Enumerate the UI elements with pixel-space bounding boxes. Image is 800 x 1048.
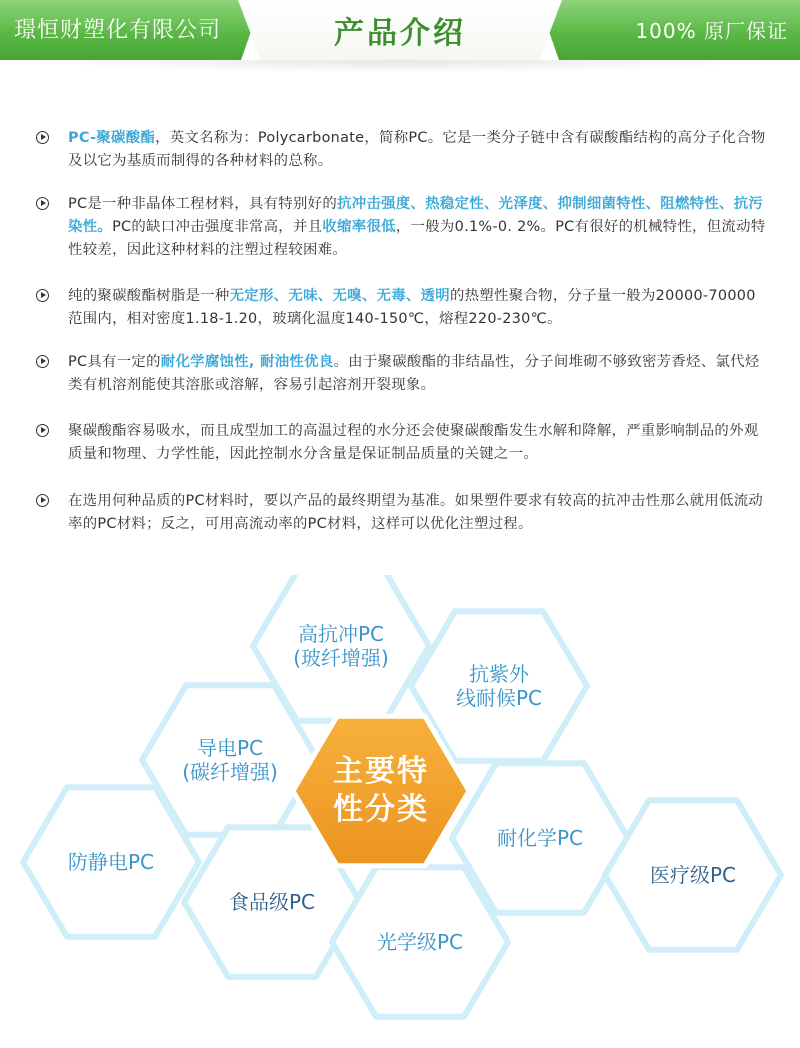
body-text: PC的缺口冲击强度非常高，并且: [112, 219, 323, 235]
guarantee-label: 100% 原厂保证: [635, 19, 788, 43]
paragraph-1: [38, 127, 768, 173]
body-text: 聚碳酸酯容易吸水，而且成型加工的高温过程的水分还会使聚碳酸酯发生水解和降解，严重影响制品的外观质量和物理、力学性能，因此控制水分含量是保证制品质量的关键之一。: [68, 423, 759, 462]
paragraph-text: [68, 490, 768, 536]
hexagon-label-3: [182, 736, 278, 784]
hexagon-label-line2: 线耐候PC: [455, 686, 543, 710]
paragraph-2: [38, 193, 768, 262]
play-circle-icon: [36, 289, 49, 302]
body-text: PC是一种非晶体工程材料，具有特别好的: [68, 196, 338, 212]
body-text: 在选用何种品质的PC材料时，要以产品的最终期望为基准。如果塑件要求有较高的抗冲击性那么就用低流动率的PC材料；反之，可用高流动率的PC材料，这样可以优化注塑过程。: [68, 493, 764, 532]
play-circle-icon: [36, 424, 49, 437]
hexagon-label-7: [229, 890, 315, 914]
paragraph-text: [68, 285, 768, 331]
paragraph-4: [38, 351, 768, 397]
header-shadow: [0, 60, 800, 74]
highlight-text: PC-聚碳酸酯: [68, 130, 156, 146]
hexagon-label-8: [377, 930, 463, 954]
body-text: 。由于聚碳酸酯的非结晶性，分子间堆砌不够致密芳香烃、氯代烃类有机溶剂能使其溶胀或溶解，容易引起溶剂开裂现象。: [68, 354, 760, 393]
hexagon-label-2: [456, 662, 542, 710]
hexagon-label-5: [497, 826, 583, 850]
body-text: PC具有一定的: [68, 354, 161, 370]
highlight-text: 无定形、无味、无嗅、无毒、透明: [229, 288, 450, 304]
paragraph-text: [68, 351, 768, 397]
hexagon-label-line1: 光学级PC: [376, 930, 464, 954]
hexagon-label-6: [650, 863, 736, 887]
paragraph-6: [38, 490, 768, 536]
highlight-text: 耐化学腐蚀性, 耐油性优良: [160, 354, 334, 370]
center-label-line1: 主要特: [333, 754, 429, 789]
hexagon-label-line2: (玻纤增强): [293, 646, 389, 670]
body-text: ，一般为0.1%-0. 2%。PC有很好的机械特性，但流动特性较差，因此这种材料的注塑过程较困难。: [68, 219, 766, 258]
hexagon-label-line1: 抗紫外: [469, 662, 529, 686]
hexagon-label-line1: 高抗冲PC: [297, 622, 385, 646]
hexagon-label-line1: 食品级PC: [228, 890, 316, 914]
hexagon-label-1: [293, 622, 389, 670]
hexagon-label-line1: 耐化学PC: [496, 826, 584, 850]
highlight-text: 收缩率很低: [322, 219, 396, 235]
company-name: 璟恒财塑化有限公司: [14, 18, 222, 43]
play-circle-icon: [36, 355, 49, 368]
paragraph-text: [68, 127, 768, 173]
hexagon-label-4: [68, 850, 154, 874]
section-title: 产品介绍: [334, 16, 466, 51]
paragraph-text: [68, 193, 768, 262]
body-text: 纯的聚碳酸酯树脂是一种: [68, 288, 230, 304]
play-circle-icon: [36, 197, 49, 210]
paragraph-text: [68, 420, 768, 466]
play-circle-icon: [36, 131, 49, 144]
hexagon-label-line1: 导电PC: [196, 736, 264, 760]
play-circle-icon: [36, 494, 49, 507]
body-text: ，英文名称为：Polycarbonate，简称PC。它是一类分子链中含有碳酸酯结构的高分子化合物及以它为基质而制得的各种材料的总称。: [68, 130, 766, 169]
page-header: [0, 0, 800, 62]
paragraph-5: [38, 420, 768, 466]
hexagon-label-line1: 医疗级PC: [649, 863, 737, 887]
paragraph-3: [38, 285, 768, 331]
body-text: 的热塑性聚合物，分子量一般为20000-70000范围内，相对密度1.18-1.20，玻璃化温度140-150℃，熔程220-230℃。: [68, 288, 756, 327]
hexagon-label-line1: 防静电PC: [67, 850, 155, 874]
center-label-line2: 性分类: [333, 792, 429, 827]
highlight-text: 抗冲击强度、热稳定性、光泽度、抑制细菌特性、阻燃特性、抗污染性。: [68, 196, 764, 235]
feature-hexagon-diagram: [0, 575, 800, 1048]
center-hexagon-label: [333, 753, 429, 829]
hexagon-label-line2: (碳纤增强): [182, 760, 278, 784]
